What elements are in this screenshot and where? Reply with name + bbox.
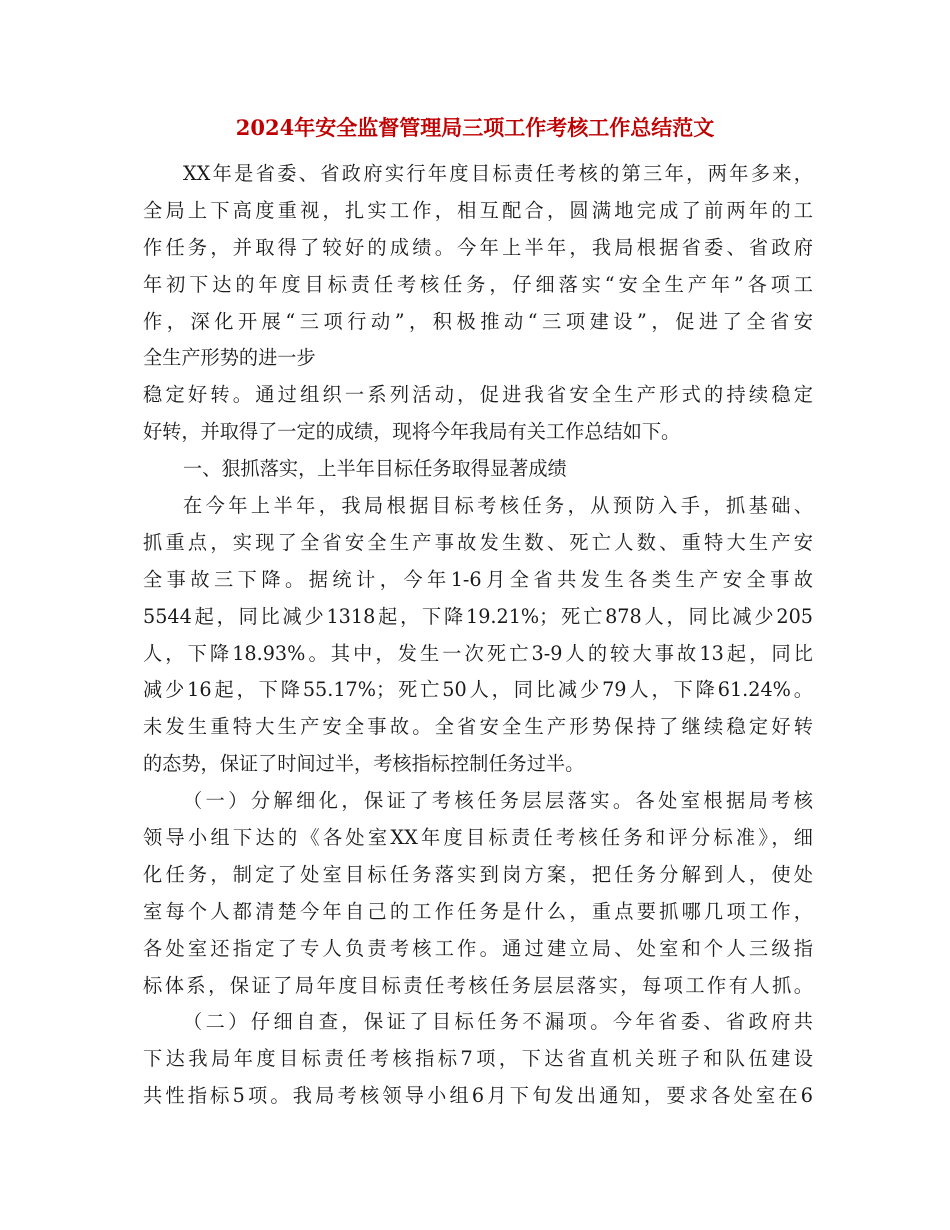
text-line: 稳定好转。通过组织一系列活动，促进我省安全生产形式的持续稳定	[143, 383, 813, 407]
document-title: 2024年安全监督管理局三项工作考核工作总结范文	[235, 115, 715, 140]
text-line: 抓重点，实现了全省安全生产事故发生数、死亡人数、重特大生产安	[143, 530, 813, 554]
text-line: 作任务，并取得了较好的成绩。今年上半年，我局根据省委、省政府	[143, 235, 813, 259]
text-line: （一）分解细化，保证了考核任务层层落实。各处室根据局考核	[183, 789, 813, 813]
text-line: 作，深化开展“三项行动”，积极推动“三项建设”，促进了全省安	[143, 309, 813, 333]
document-body	[143, 156, 813, 1115]
text-line: 人，下降18.93%。其中，发生一次死亡3-9人的较大事故13起，同比	[143, 641, 813, 665]
text-line: 各处室还指定了专人负责考核工作。通过建立局、处室和个人三级指	[143, 936, 813, 960]
text-line: （二）仔细自查，保证了目标任务不漏项。今年省委、省政府共	[183, 1010, 813, 1034]
text-line: 年初下达的年度目标责任考核任务，仔细落实“安全生产年”各项工	[143, 272, 813, 296]
text-line: 全局上下高度重视，扎实工作，相互配合，圆满地完成了前两年的工	[143, 198, 813, 222]
text-line: 室每个人都清楚今年自己的工作任务是什么，重点要抓哪几项工作，	[143, 899, 813, 923]
text-line: 5544起，同比减少1318起，下降19.21%；死亡878人，同比减少205	[143, 604, 813, 628]
text-line: 全生产形势的进一步	[143, 346, 316, 370]
text-line: 下达我局年度目标责任考核指标7项，下达省直机关班子和队伍建设	[143, 1047, 813, 1071]
text-line: 领导小组下达的《各处室XX年度目标责任考核任务和评分标准》，细	[143, 826, 813, 850]
text-line: 在今年上半年，我局根据目标考核任务，从预防入手，抓基础、	[183, 494, 813, 518]
text-line: 共性指标5项。我局考核领导小组6月下旬发出通知，要求各处室在6	[143, 1084, 813, 1108]
text-line: 好转，并取得了一定的成绩，现将今年我局有关工作总结如下。	[143, 420, 681, 444]
text-line: XX年是省委、省政府实行年度目标责任考核的第三年，两年多来，	[183, 162, 813, 185]
text-line: 一、狠抓落实，上半年目标任务取得显著成绩	[183, 457, 567, 481]
text-line: 未发生重特大生产安全事故。全省安全生产形势保持了继续稳定好转	[143, 715, 813, 739]
text-line: 的态势，保证了时间过半，考核指标控制任务过半。	[143, 752, 585, 776]
text-line: 减少16起，下降55.17%；死亡50人，同比减少79人，下降61.24%。	[143, 678, 813, 702]
text-line: 全事故三下降。据统计，今年1-6月全省共发生各类生产安全事故	[143, 567, 813, 591]
text-line: 标体系，保证了局年度目标责任考核任务层层落实，每项工作有人抓。	[143, 973, 813, 997]
text-line: 化任务，制定了处室目标任务落实到岗方案，把任务分解到人，使处	[143, 862, 813, 886]
